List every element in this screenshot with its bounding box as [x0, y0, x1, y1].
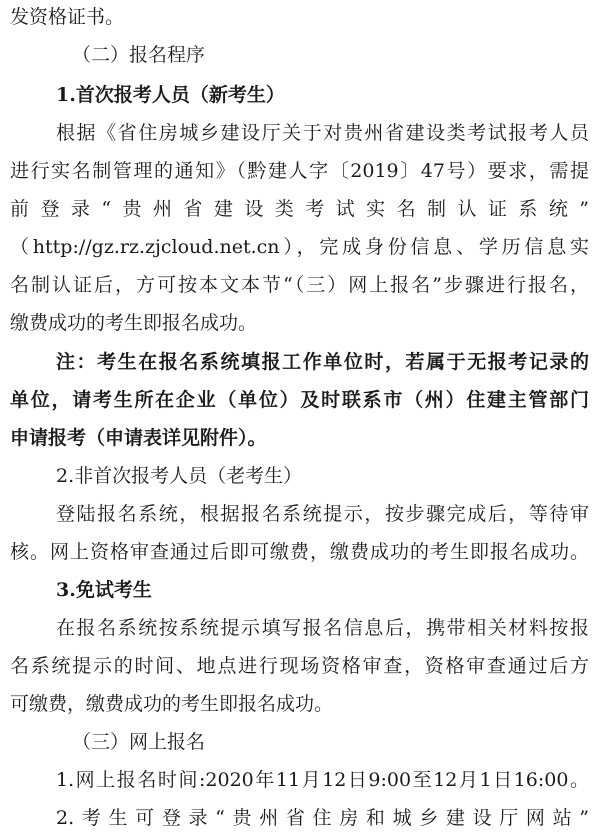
paragraph-line: 进行实名制管理的通知》（黔建人字〔2019〕47号）要求，需提 [10, 160, 589, 182]
section-heading: （二）报名程序 [72, 44, 206, 66]
subsection-heading: 1.首次报考人员（新考生） [56, 84, 285, 106]
subsection-heading: 3.免试考生 [56, 579, 152, 601]
paragraph-line: 缴费成功的考生即报名成功。 [10, 312, 258, 334]
paragraph-line: 发资格证书。 [10, 6, 125, 28]
note-line: 申请报考（申请表详见附件）。 [10, 427, 267, 449]
paragraph-line: 登陆报名系统，根据报名系统提示，按步骤完成后，等待审 [56, 503, 589, 525]
paragraph-line: 前登录“贵州省建设类考试实名制认证系统” [10, 198, 589, 220]
paragraph-line: 2.考生可登录“贵州省住房和城乡建设厅网站” [56, 807, 589, 829]
subsection-heading: 2.非首次报考人员（老考生） [56, 465, 303, 487]
paragraph-line: 核。网上资格审查通过后即可缴费，缴费成功的考生即报名成功。 [10, 541, 589, 563]
paragraph-line: 名系统提示的时间、地点进行现场资格审查，资格审查通过后方 [10, 655, 589, 677]
note-line: 注：考生在报名系统填报工作单位时，若属于无报考记录的 [56, 351, 589, 373]
paragraph-line: 可缴费，缴费成功的考生即报名成功。 [10, 693, 334, 715]
section-heading: （三）网上报名 [72, 731, 206, 753]
paragraph-line: 名制认证后，方可按本文本节“（三）网上报名”步骤进行报名， [10, 274, 589, 296]
paragraph-line: 在报名系统按系统提示填写报名信息后，携带相关材料按报 [56, 617, 589, 639]
paragraph-line: （http://gz.rz.zjcloud.net.cn），完成身份信息、学历信息实 [10, 236, 589, 258]
note-line: 单位，请考生所在企业（单位）及时联系市（州）住建主管部门 [10, 389, 589, 411]
paragraph-line: 根据《省住房城乡建设厅关于对贵州省建设类考试报考人员 [56, 122, 589, 144]
paragraph-line: 1.网上报名时间:2020年11月12日9:00至12月1日16:00。 [56, 769, 589, 791]
